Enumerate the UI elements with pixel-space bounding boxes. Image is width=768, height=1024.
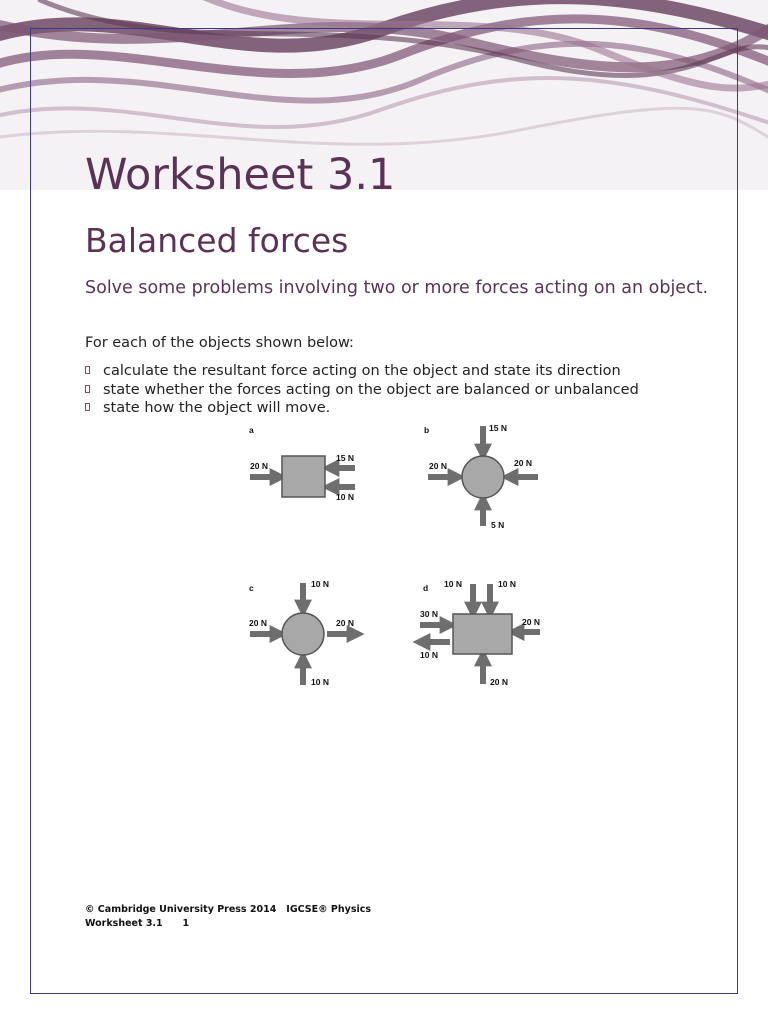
force-label: 10 N	[420, 650, 438, 660]
bullet-icon	[85, 385, 90, 393]
block-shape	[453, 614, 512, 654]
intro-text: For each of the objects shown below:	[85, 335, 354, 351]
force-label: 10 N	[311, 579, 329, 589]
ball-shape	[462, 456, 504, 498]
worksheet-title: Worksheet 3.1	[85, 150, 396, 200]
force-label: 15 N	[336, 453, 354, 463]
copyright-text: © Cambridge University Press 2014	[85, 904, 277, 915]
force-label: 5 N	[491, 520, 505, 530]
force-label: 10 N	[498, 579, 516, 589]
task-list	[85, 362, 639, 418]
diagram-label: a	[249, 425, 254, 435]
force-label: 20 N	[522, 617, 540, 627]
ball-shape	[282, 613, 324, 655]
bullet-icon	[85, 366, 90, 374]
worksheet-ref: Worksheet 3.1	[85, 918, 163, 929]
force-label: 20 N	[429, 461, 447, 471]
course-name: IGCSE® Physics	[286, 904, 372, 915]
diagram-label: b	[424, 425, 430, 435]
force-label: 20 N	[250, 461, 268, 471]
force-label: 10 N	[444, 579, 462, 589]
force-label: 15 N	[489, 423, 507, 433]
force-label: 20 N	[336, 618, 354, 628]
force-diagrams	[235, 418, 565, 698]
page-footer	[85, 903, 371, 931]
list-item: state how the object will move.	[85, 399, 639, 418]
force-label: 10 N	[311, 677, 329, 687]
force-label: 20 N	[514, 458, 532, 468]
lead-instruction: Solve some problems involving two or more forces acting on an object.	[85, 278, 709, 298]
diagram-label: c	[249, 583, 254, 593]
force-label: 10 N	[336, 492, 354, 502]
block-shape	[282, 456, 325, 497]
worksheet-subtitle: Balanced forces	[85, 221, 349, 260]
force-label: 20 N	[490, 677, 508, 687]
force-label: 30 N	[420, 609, 438, 619]
list-item: calculate the resultant force acting on the object and state its direction	[85, 362, 639, 381]
list-item: state whether the forces acting on the object are balanced or unbalanced	[85, 381, 639, 400]
force-label: 20 N	[249, 618, 267, 628]
diagram-label: d	[423, 583, 429, 593]
bullet-icon	[85, 403, 90, 411]
page-number: 1	[182, 918, 190, 929]
